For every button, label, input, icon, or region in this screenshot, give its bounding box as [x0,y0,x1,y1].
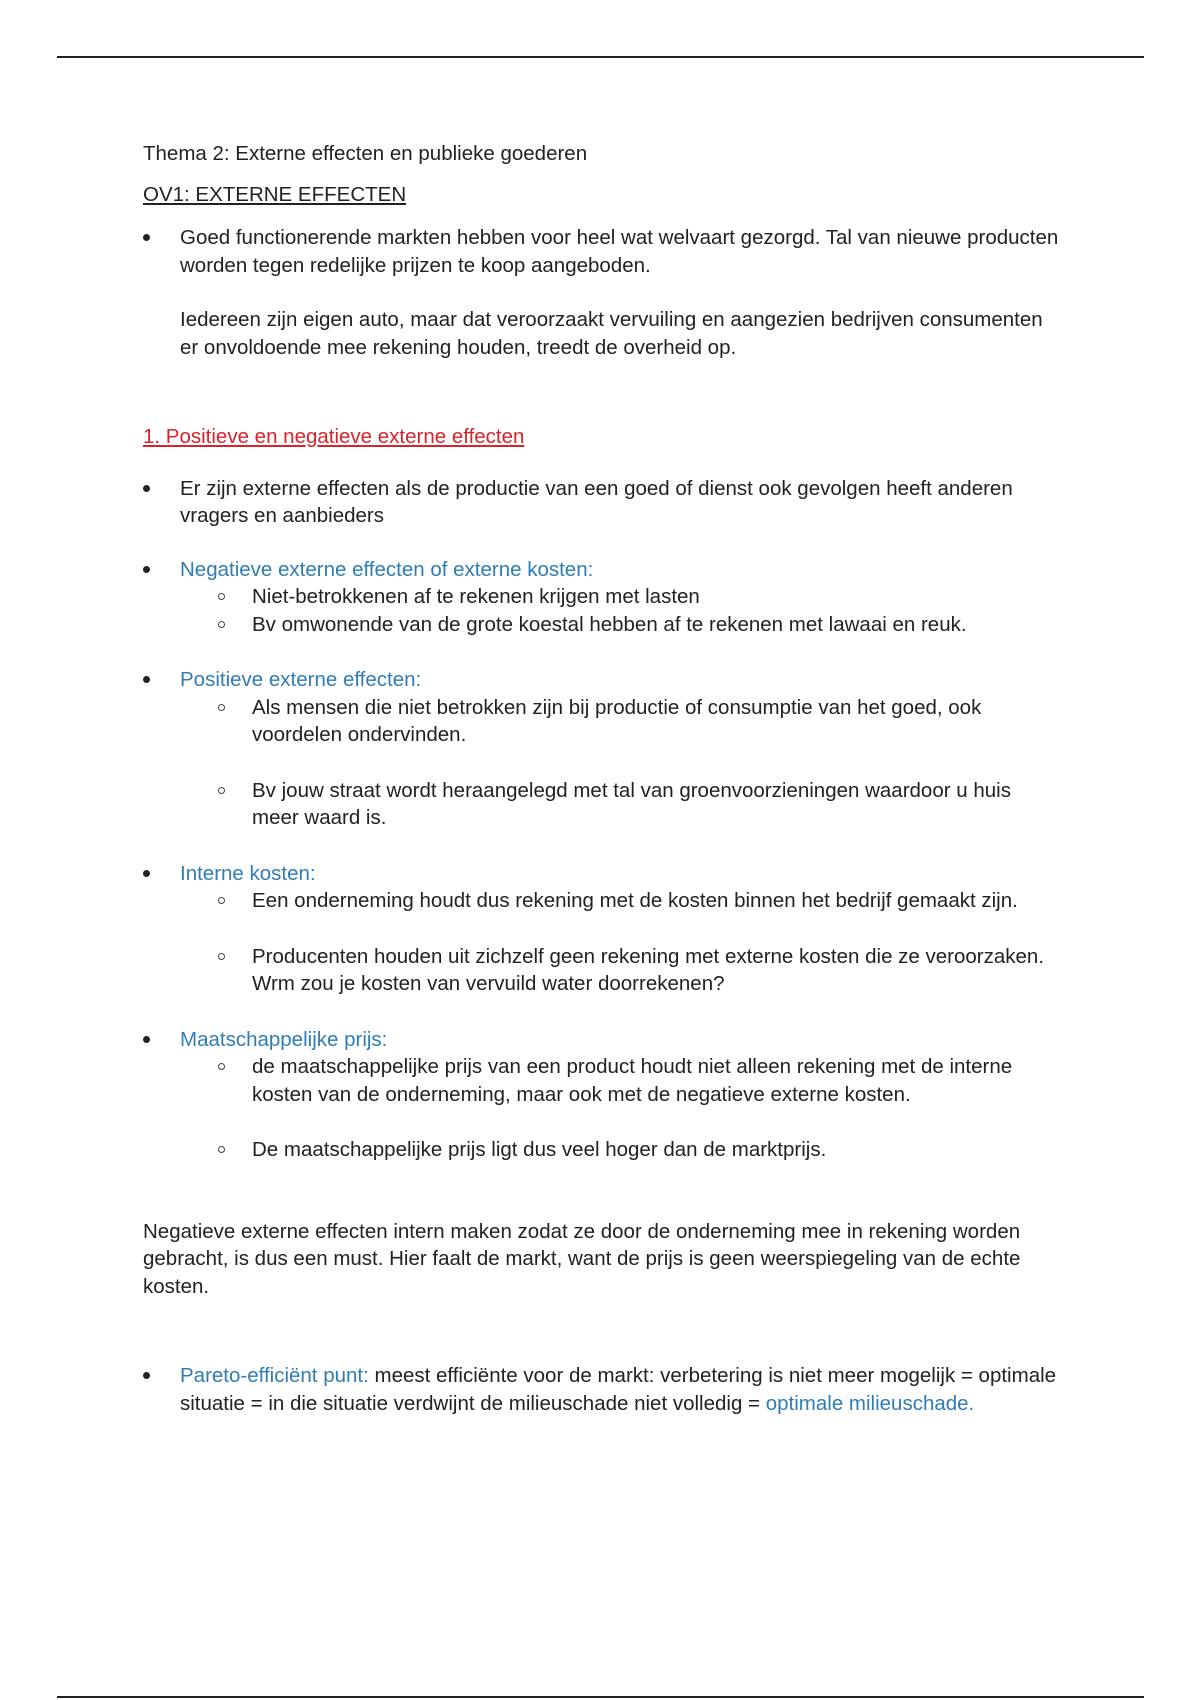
sub-item-text: Bv omwonende van de grote koestal hebben af te rekenen met lawaai en reuk. [252,612,967,636]
pareto-text [180,1362,1063,1417]
footer-rule [57,1696,1144,1698]
sub-list-item [143,583,1063,611]
sub-item-text: Bv jouw straat wordt heraangelegd met tal van groenvoorzieningen waardoor u huis meer waard is. [252,778,1011,829]
section-heading-1: 1. Positieve en negatieve externe effecten [143,425,525,448]
bullet-label: Interne kosten: [180,861,316,885]
conclusion-paragraph: Negatieve externe effecten intern maken zodat ze door de onderneming mee in rekening worden gebracht, is dus een must. Hier faalt de markt, want de prijs is geen weerspiegeling van de echte kosten. [143,1219,1021,1298]
bullet-text: Er zijn externe effecten als de productie van een goed of dienst ook gevolgen heeft anderen vragers en aanbieders [180,476,1013,527]
list-item [143,1362,1063,1417]
sub-item-text: Producenten houden uit zichzelf geen rekening met externe kosten die ze veroorzaken. Wrm zou je kosten van vervuild water doorrekenen? [252,944,1045,995]
list-item [143,224,1063,361]
list-item [143,1026,1063,1054]
list-item [143,556,1063,584]
pareto-term: Pareto-efficiënt punt: [180,1364,369,1387]
section-heading-ov1: OV1: EXTERNE EFFECTEN [143,182,407,206]
sub-item-text: Een onderneming houdt dus rekening met de kosten binnen het bedrijf gemaakt zijn. [252,889,1018,912]
sub-list-item [143,694,1063,749]
sub-list-item [143,611,1063,639]
bullet-label: Negatieve externe effecten of externe kosten: [180,557,594,581]
sub-list-item [143,887,1063,915]
sub-item-text: De maatschappelijke prijs ligt dus veel hoger dan de marktprijs. [252,1138,827,1161]
bullet-text: Goed functionerende markten hebben voor heel wat welvaart gezorgd. Tal van nieuwe producten worden tegen redelijke prijzen te koop aangeboden. [180,226,1059,277]
sub-list-item [143,777,1063,832]
sub-list-item [143,943,1063,998]
sub-item-text: de maatschappelijke prijs van een product houdt niet alleen rekening met de interne kosten van de onderneming, maar ook met de negatieve externe kosten. [252,1055,1013,1106]
document-body [143,140,1063,1417]
list-item [143,475,1063,530]
bullet-label: Positieve externe effecten: [180,668,422,691]
sub-item-text: Niet-betrokkenen af te rekenen krijgen met lasten [252,585,700,608]
pareto-term-2: optimale milieuschade. [765,1391,975,1415]
sub-item-text: Als mensen die niet betrokken zijn bij productie of consumptie van het goed, ook voordelen ondervinden. [252,695,982,746]
pareto-definition: meest efficiënte voor de markt: verbetering is niet meer mogelijk = optimale situatie = in die situatie verdwijnt de milieuschade niet volledig = [180,1364,1057,1415]
header-rule [57,56,1144,58]
list-item [143,666,1063,694]
sub-list-item [143,1136,1063,1164]
theme-title: Thema 2: Externe effecten en publieke goederen [143,142,588,165]
bullet-label: Maatschappelijke prijs: [180,1027,388,1051]
intro-paragraph: Iedereen zijn eigen auto, maar dat veroorzaakt vervuiling en aangezien bedrijven consumenten er onvoldoende mee rekening houden, treedt de overheid op. [180,308,1043,359]
sub-list-item [143,1053,1063,1108]
list-item [143,860,1063,888]
